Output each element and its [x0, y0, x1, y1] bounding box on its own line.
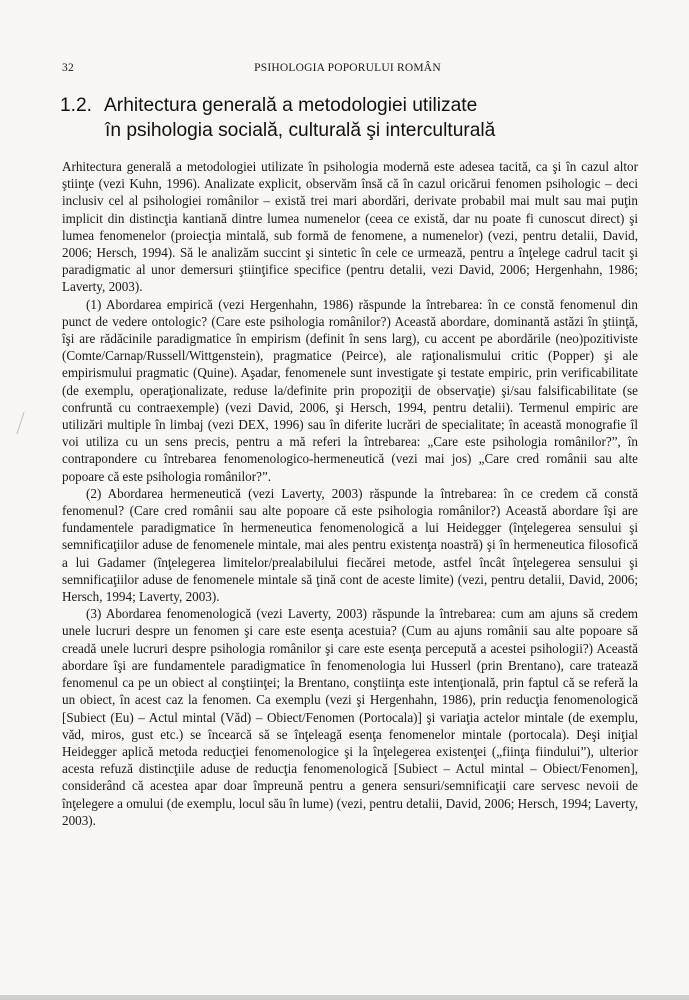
- body-text: [62, 158, 638, 829]
- section-number: 1.2.: [60, 95, 93, 116]
- section-heading-line-2: în psihologia socială, culturală şi interculturală: [105, 120, 496, 141]
- section-heading: [60, 93, 639, 143]
- paragraph-empirical-approach: (1) Abordarea empirică (vezi Hergenhahn, 1986) răspunde la întrebarea: în ce constă fenomenul din punct de vedere ontologic? (Care este psihologia românilor?) Această abordare, dominantă astăzi în ştiinţă, îşi are rădăcinile paradigmatice în empirism (definit în sens larg), cu accent pe abordările (neo)pozitiviste (Comte/Carnap/Russell/Wittgenstein), pragmatice (Peirce), ale raţionalismului critic (Popper) şi ale empirismului pragmatic (Quine). Aşadar, fenomenele sunt investigate şi testate empiric, prin verificabilitate (de exemplu, operaţionalizate, reduse la/definite prin propoziţii de observaţie) şi/sau falsificabilitate (se confruntă cu contraexemple) (vezi David, 2006, şi Hersch, 1994, pentru detalii). Termenul empiric are utilizări multiple în limbaj (vezi DEX, 1996) sau în diferite lucrări de specialitate; în această monografie îl voi utiliza cu un sens precis, pentru a mă referi la întrebarea: „Care este psihologia românilor?”, în contrapondere cu întrebarea fenomenologico-hermeneutică (vezi mai jos) „Care cred românii sau alte popoare că este psihologia românilor?”.: [62, 296, 638, 484]
- paragraph-intro: Arhitectura generală a metodologiei utilizate în psihologia modernă este adesea tacită, ca şi în cazul altor ştiinţe (vezi Kuhn, 1996). Analizate explicit, observăm însă că în cazul oricărui fenomen psihologic – deci inclusiv cel al psihologiei românilor – există trei mari abordări, derivate probabil mai mult sau mai puţin implicit din distincţia kantiană dintre lumea numenelor (ceea ce există, dar nu poate fi cunoscut direct) şi lumea fenomenelor (proiecţia mintală, sub formă de fenomene, a numenelor) (vezi, pentru detalii, David, 2006; Hersch, 1994). Să le analizăm succint şi sintetic în cele ce urmează, pentru a înţelege cadrul tacit şi paradigmatic al unor demersuri ştiinţifice specifice (pentru detalii, vezi David, 2006; Hergenhahn, 1986; Laverty, 2003).: [62, 159, 638, 295]
- page-number: 32: [62, 62, 74, 74]
- running-head: [62, 62, 633, 78]
- paragraph-hermeneutic-approach: (2) Abordarea hermeneutică (vezi Laverty, 2003) răspunde la întrebarea: în ce credem că constă fenomenul? (Care cred românii sau alte popoare că este psihologia românilor?) Această abordare îşi are fundamentele paradigmatice în hermeneutica fenomenologică a lui Heidegger (înţelegerea sensului şi semnificaţiilor aduse de fenomenele mintale, mai ales pentru existenţa noastră) şi în hermeneutica filosofică a lui Gadamer (înţelegerea limitelor/prealabilului fiecărei metode, astfel încât înţelegerea sensului şi semnificaţiilor aduse de fenomenele mintale să ţină cont de aceste limite) (vezi, pentru detalii, David, 2006; Hersch, 1994; Laverty, 2003).: [62, 485, 638, 605]
- margin-pencil-mark: [16, 412, 27, 434]
- scan-bottom-edge: [0, 995, 689, 1000]
- section-heading-line-1: Arhitectura generală a metodologiei utilizate: [104, 95, 478, 116]
- paragraph-phenomenological-approach: (3) Abordarea fenomenologică (vezi Laverty, 2003) răspunde la întrebarea: cum am ajuns să credem unele lucruri despre un fenomen şi care este esenţa acestuia? (Cum au ajuns românii sau alte popoare să creadă unele lucruri despre psihologia românilor şi care este esenţa percepută a acestei psihologii?) Această abordare îşi are fundamentele paradigmatice în fenomenologia lui Husserl (prin Brentano), care tratează fenomenul ca pe un obiect al conştiinţei; la Brentano, conştiinţa este intenţională, prin faptul că se referă la un obiect, în acest caz la fenomen. Ca exemplu (vezi şi Hergenhahn, 1986), prin reducţia fenomenologică [Subiect (Eu) – Actul mintal (Văd) – Obiect/Fenomen (Portocala)] şi variaţia actelor mintale (de exemplu, văd, miros, gust etc.) se încearcă să se înţeleagă esenţa fenomenelor mintale (portocala). Deşi iniţial Heidegger aplică metoda reducţiei fenomenologice şi la înţelegerea existenţei („fiinţa fiindului”), ulterior acesta refuză distincţiile aduse de reducţia fenomenologică [Subiect – Actul mintal – Obiect/Fenomen], considerând că acestea apar doar împreună pentru a genera sensuri/semnificaţii care servesc nevoii de înţelegere a omului (de exemplu, locul său în lume) (vezi, pentru detalii, David, 2006; Hersch, 1994; Laverty, 2003).: [62, 606, 638, 828]
- running-head-title: PSIHOLOGIA POPORULUI ROMÂN: [254, 62, 441, 74]
